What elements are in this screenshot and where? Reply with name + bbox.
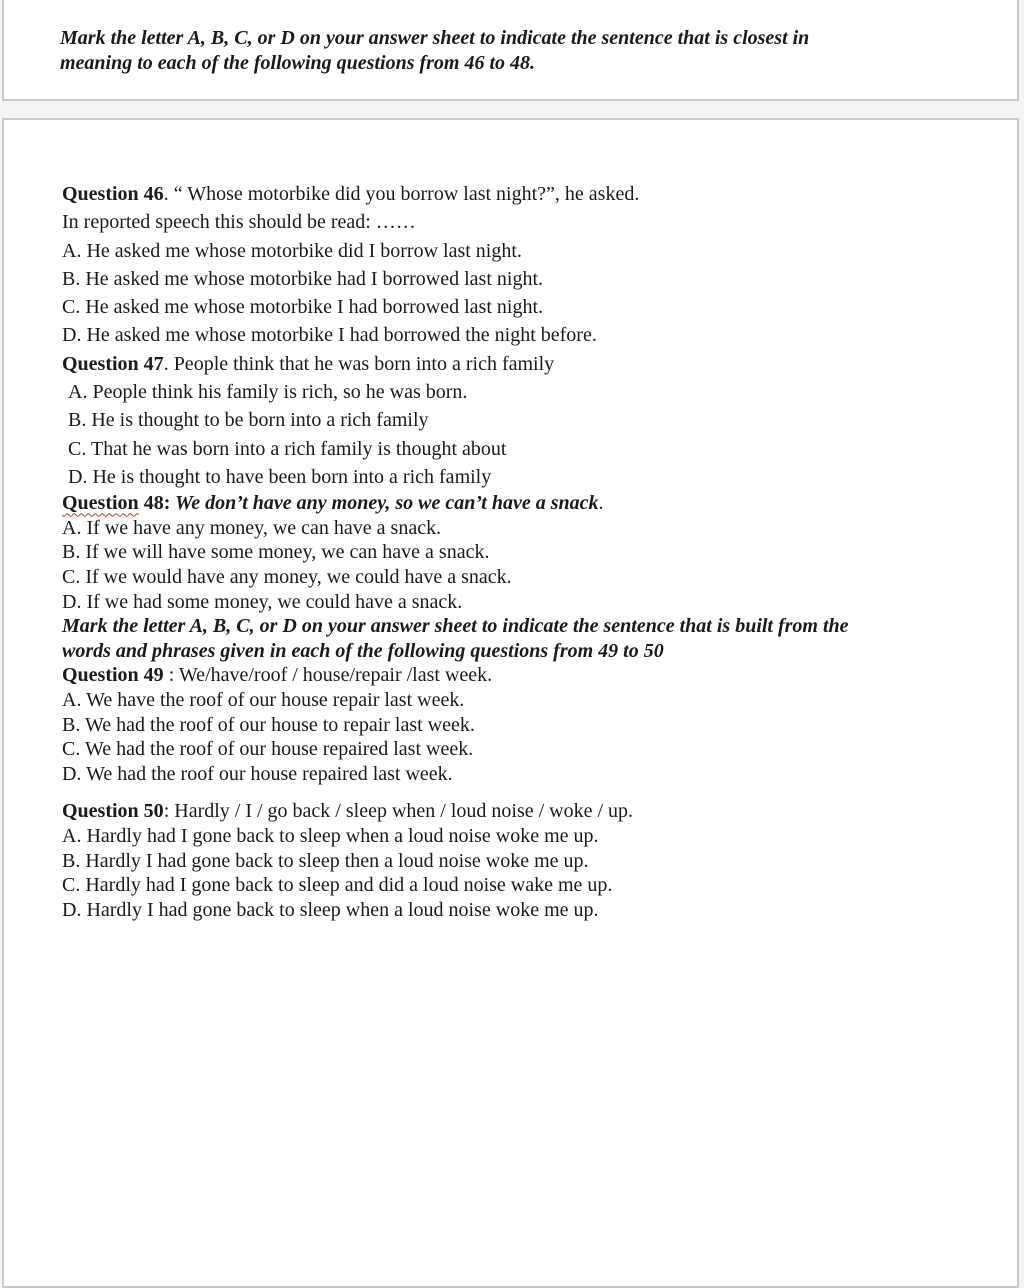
question-label: Question 47	[62, 352, 164, 375]
option-b: B. Hardly I had gone back to sleep then a loud noise woke me up.	[62, 849, 589, 872]
question-text: . “ Whose motorbike did you borrow last night?”, he asked.	[163, 183, 640, 205]
option-d: D. Hardly I had gone back to sleep when a loud noise woke me up.	[62, 898, 599, 921]
option-b: B. He asked me whose motorbike had I borrowed last night.	[62, 267, 544, 290]
question-text: : Hardly / I / go back / sleep when / loud noise / woke / up.	[163, 800, 634, 823]
question-stem	[62, 180, 982, 208]
question-subtext: In reported speech this should be read: ……	[62, 211, 416, 234]
question-49	[62, 663, 982, 786]
question-stem	[62, 799, 982, 824]
question-text: We don’t have any money, so we can’t have a snack	[170, 492, 599, 515]
option-a: A. People think his family is rich, so he was born.	[68, 381, 468, 404]
instruction-49-50	[62, 614, 982, 663]
questions-content	[62, 180, 982, 922]
question-label: Question 49	[62, 664, 164, 687]
question-label: Question	[62, 492, 139, 515]
question-47	[62, 350, 982, 491]
option-b: B. He is thought to be born into a rich family	[68, 409, 429, 432]
option-d: D. If we had some money, we could have a snack.	[62, 590, 463, 613]
question-number: 48:	[138, 492, 171, 515]
instruction-line: Mark the letter A, B, C, or D on your answer sheet to indicate the sentence that is closest in	[60, 27, 810, 49]
question-48	[62, 491, 982, 614]
question-50	[62, 799, 982, 922]
option-a: A. Hardly had I gone back to sleep when a loud noise woke me up.	[62, 824, 599, 847]
instruction-46-48	[60, 26, 960, 75]
option-c: C. If we would have any money, we could have a snack.	[62, 566, 512, 589]
option-b: B. We had the roof of our house to repair last week.	[62, 713, 475, 736]
option-d: D. He is thought to have been born into a rich family	[68, 465, 492, 488]
question-stem	[62, 491, 982, 516]
option-c: C. He asked me whose motorbike I had borrowed last night.	[62, 296, 544, 319]
option-a: A. We have the roof of our house repair last week.	[62, 689, 465, 712]
instruction-line: meaning to each of the following questions from 46 to 48.	[60, 51, 536, 74]
question-46	[62, 180, 982, 350]
option-c: C. Hardly had I gone back to sleep and did a loud noise wake me up.	[62, 874, 613, 897]
option-d: D. He asked me whose motorbike I had borrowed the night before.	[62, 324, 597, 347]
question-stem	[62, 350, 982, 378]
instruction-line: Mark the letter A, B, C, or D on your answer sheet to indicate the sentence that is built from the	[62, 615, 849, 638]
question-text: : We/have/roof / house/repair /last week.	[163, 664, 493, 687]
spacer	[62, 786, 982, 799]
question-text: . People think that he was born into a rich family	[163, 352, 555, 375]
question-label: Question 46	[62, 183, 164, 205]
instruction-line: words and phrases given in each of the following questions from 49 to 50	[62, 639, 664, 662]
option-a: A. If we have any money, we can have a snack.	[62, 516, 442, 539]
option-a: A. He asked me whose motorbike did I borrow last night.	[62, 239, 522, 262]
option-b: B. If we will have some money, we can have a snack.	[62, 541, 490, 564]
question-period: .	[598, 492, 604, 515]
question-label: Question 50	[62, 800, 164, 823]
question-stem	[62, 663, 982, 688]
option-c: C. That he was born into a rich family is thought about	[68, 437, 507, 460]
option-d: D. We had the roof our house repaired last week.	[62, 762, 453, 785]
option-c: C. We had the roof of our house repaired last week.	[62, 738, 474, 761]
